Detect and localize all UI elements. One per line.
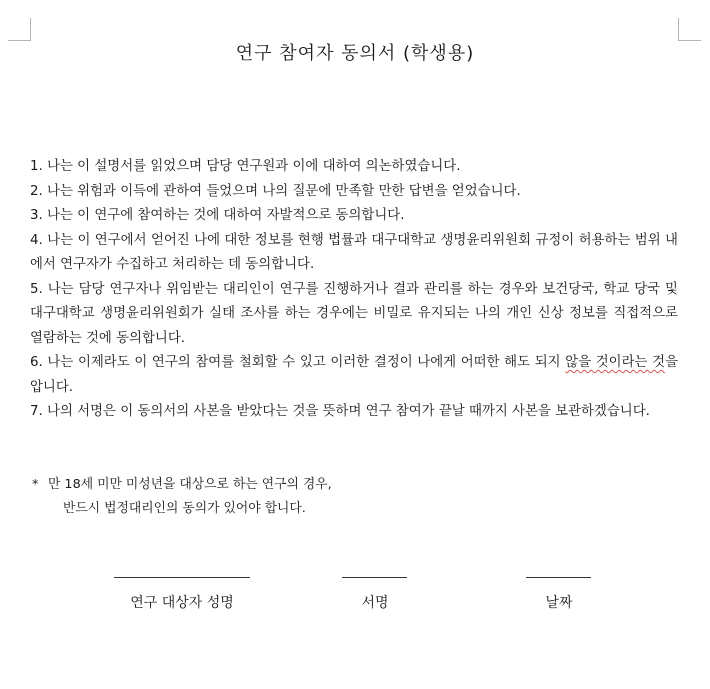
consent-item-7: 7. 나의 서명은 이 동의서의 사본을 받았다는 것을 뜻하며 연구 참여가 끝날 때까지 사본을 보관하겠습니다. (30, 404, 650, 419)
consent-statement-list (30, 155, 678, 425)
guardian-note (32, 473, 332, 521)
date-label: 날짜 (545, 595, 573, 611)
consent-item-1: 1. 나는 이 설명서를 읽었으며 담당 연구원과 이에 대하여 의논하였습니다. (30, 159, 461, 174)
document-title: 연구 참여자 동의서 (학생용) (235, 43, 475, 64)
consent-item-6-text-end: 을 압니다. (30, 355, 678, 395)
participant-name-label: 연구 대상자 성명 (130, 595, 234, 611)
page-corner-mark-top-left (8, 18, 31, 41)
note-asterisk: * (32, 477, 39, 492)
consent-item-2: 2. 나는 위험과 이득에 관하여 들었으며 나의 질문에 만족할 만한 답변을 얻었습니다. (30, 183, 521, 199)
consent-item-4: 4. 나는 이 연구에서 얻어진 나에 대한 정보를 현행 법률과 대구대학교 생명윤리위원회 규정이 허용하는 범위 내에서 연구자가 수집하고 처리하는 데 동의합니다. (30, 232, 678, 272)
page-corner-mark-top-right (678, 18, 701, 41)
spellcheck-underlined-text: 않을 것이라는 것 (565, 355, 666, 370)
date-signature-line (526, 577, 591, 578)
consent-item-6 (30, 351, 678, 400)
guardian-note-text-1: 만 18세 미만 미성년을 대상으로 하는 연구의 경우, (48, 477, 332, 492)
consent-item-5: 5. 나는 담당 연구자나 위임받는 대리인이 연구를 진행하거나 결과 관리를 하는 경우와 보건당국, 학교 당국 및 대구대학교 생명윤리위원회가 실태 조사를 하는 경우에는 비밀로 유지되는 나의 개인 신상 정보를 직접적으로 열람하는 것에 동의합니다. (30, 281, 678, 346)
signature-line (342, 577, 407, 578)
guardian-note-line-2: 반드시 법정대리인의 동의가 있어야 합니다. (63, 501, 306, 516)
guardian-note-line-1 (32, 473, 332, 497)
consent-item-6-text: 6. 나는 이제라도 이 연구의 참여를 철회할 수 있고 이러한 결정이 나에게 어떠한 해도 되지 (30, 355, 566, 370)
consent-item-3: 3. 나는 이 연구에 참여하는 것에 대하여 자발적으로 동의합니다. (30, 208, 405, 223)
signature-label: 서명 (361, 595, 389, 611)
name-signature-line (114, 577, 250, 578)
